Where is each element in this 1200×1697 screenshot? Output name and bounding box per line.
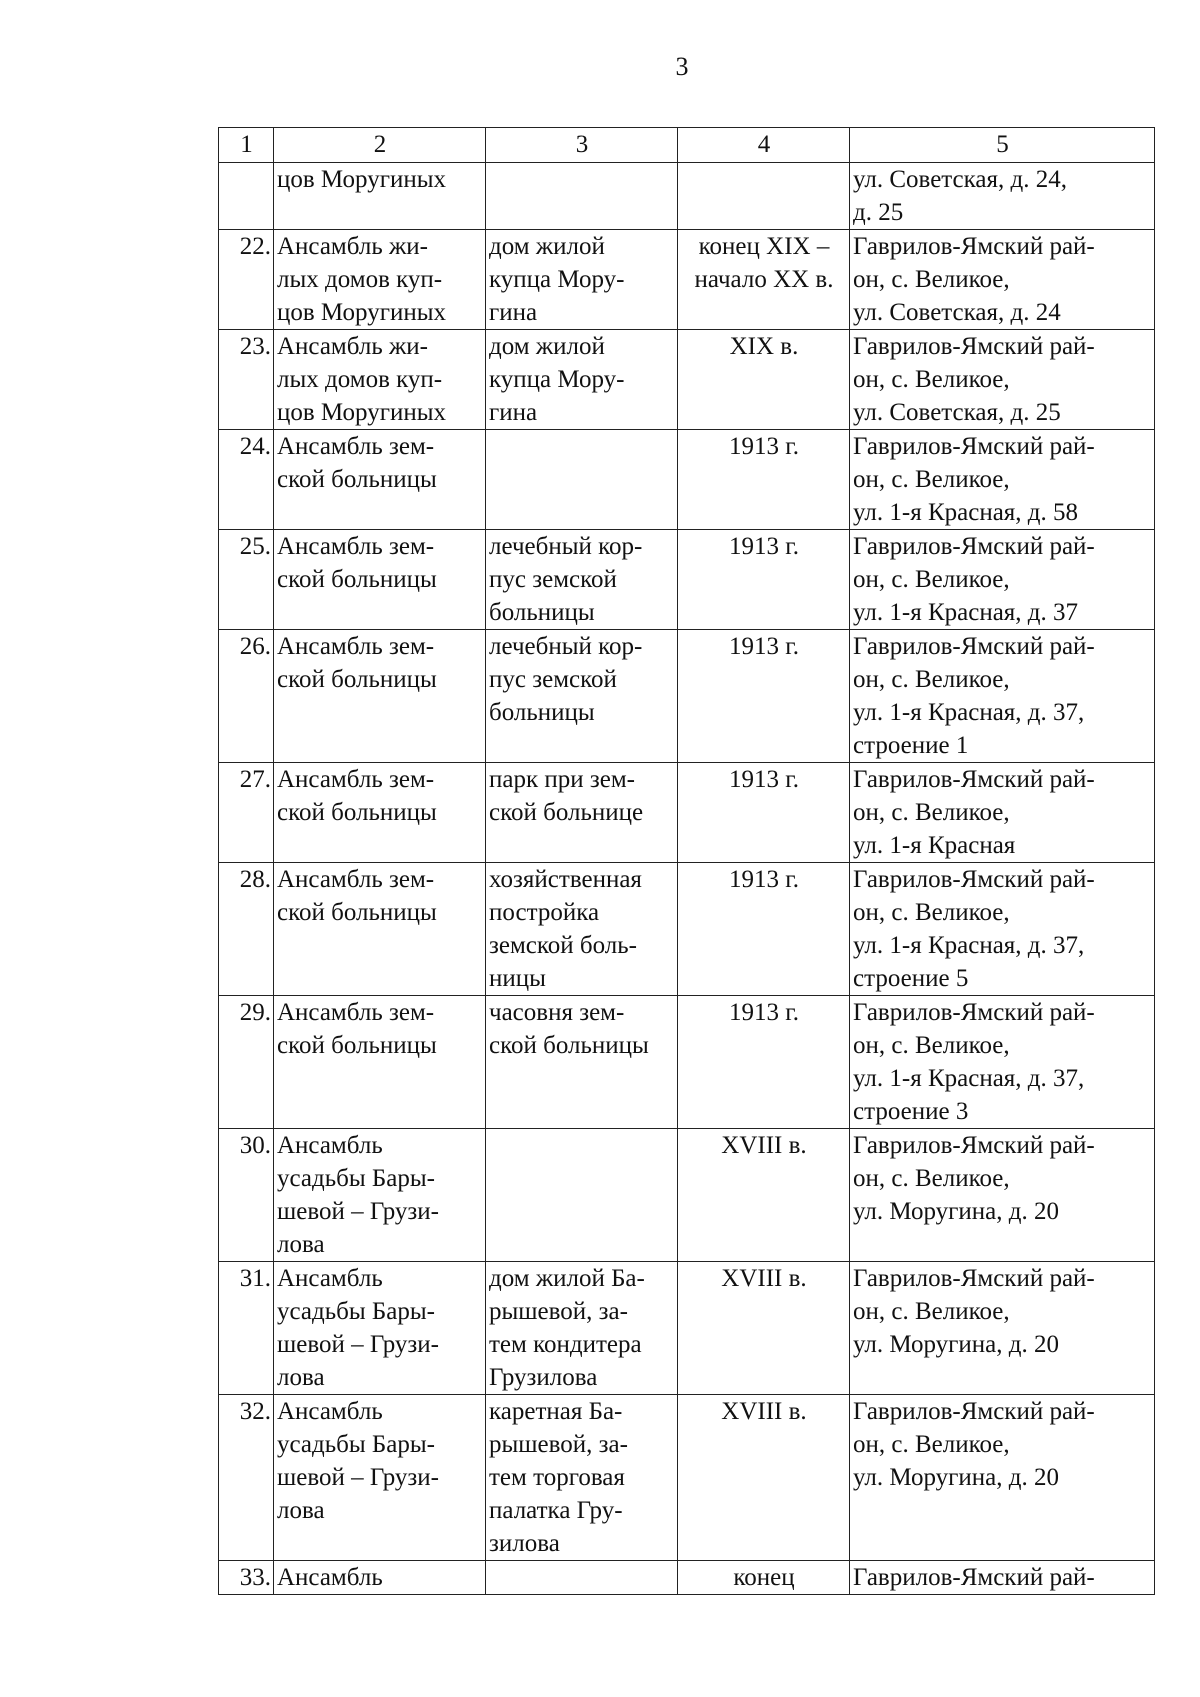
row-number-cell: 25. [219, 530, 274, 630]
object-name-cell: парк при зем- ской больнице [486, 763, 678, 863]
date-cell: XIX в. [678, 330, 850, 430]
address-cell: Гаврилов-Ямский рай- он, с. Великое, ул. Моругина, д. 20 [850, 1129, 1155, 1262]
date-cell: XVIII в. [678, 1395, 850, 1561]
row-number-cell: 23. [219, 330, 274, 430]
address-cell: Гаврилов-Ямский рай- он, с. Великое, ул. Советская, д. 25 [850, 330, 1155, 430]
row-number-cell: 27. [219, 763, 274, 863]
date-cell: 1913 г. [678, 863, 850, 996]
date-cell: конец [678, 1561, 850, 1595]
object-name-cell [486, 430, 678, 530]
date-cell: конец XIX – начало XX в. [678, 230, 850, 330]
object-name-cell: дом жилой Ба- рышевой, за- тем кондитера Грузилова [486, 1262, 678, 1395]
address-cell: Гаврилов-Ямский рай- он, с. Великое, ул. Советская, д. 24 [850, 230, 1155, 330]
row-number-cell: 30. [219, 1129, 274, 1262]
row-number-cell: 26. [219, 630, 274, 763]
ensemble-cell: Ансамбль зем- ской больницы [274, 763, 486, 863]
date-cell: 1913 г. [678, 430, 850, 530]
header-col-4: 4 [678, 128, 850, 163]
row-number-cell: 22. [219, 230, 274, 330]
address-cell: Гаврилов-Ямский рай- он, с. Великое, ул. 1-я Красная [850, 763, 1155, 863]
ensemble-cell: Ансамбль усадьбы Бары- шевой – Грузи- лова [274, 1395, 486, 1561]
table-row [219, 1262, 1155, 1395]
address-cell: Гаврилов-Ямский рай- он, с. Великое, ул. 1-я Красная, д. 58 [850, 430, 1155, 530]
heritage-objects-table [218, 127, 1155, 1595]
ensemble-cell: Ансамбль усадьбы Бары- шевой – Грузи- лова [274, 1262, 486, 1395]
row-number-cell: 33. [219, 1561, 274, 1595]
table-row [219, 230, 1155, 330]
object-name-cell: хозяйственная постройка земской боль- ницы [486, 863, 678, 996]
table-row [219, 530, 1155, 630]
ensemble-cell: Ансамбль зем- ской больницы [274, 863, 486, 996]
date-cell [678, 163, 850, 230]
row-number-cell: 24. [219, 430, 274, 530]
object-name-cell: часовня зем- ской больницы [486, 996, 678, 1129]
date-cell: 1913 г. [678, 630, 850, 763]
table-body [219, 163, 1155, 1595]
object-name-cell: лечебный кор- пус земской больницы [486, 530, 678, 630]
address-cell: ул. Советская, д. 24, д. 25 [850, 163, 1155, 230]
address-cell: Гаврилов-Ямский рай- [850, 1561, 1155, 1595]
table-row [219, 330, 1155, 430]
object-name-cell: лечебный кор- пус земской больницы [486, 630, 678, 763]
date-cell: 1913 г. [678, 763, 850, 863]
address-cell: Гаврилов-Ямский рай- он, с. Великое, ул. 1-я Красная, д. 37, строение 3 [850, 996, 1155, 1129]
ensemble-cell: Ансамбль зем- ской больницы [274, 996, 486, 1129]
header-col-1: 1 [219, 128, 274, 163]
address-cell: Гаврилов-Ямский рай- он, с. Великое, ул. 1-я Красная, д. 37, строение 5 [850, 863, 1155, 996]
ensemble-cell: цов Моругиных [274, 163, 486, 230]
ensemble-cell: Ансамбль зем- ской больницы [274, 530, 486, 630]
address-cell: Гаврилов-Ямский рай- он, с. Великое, ул. 1-я Красная, д. 37, строение 1 [850, 630, 1155, 763]
ensemble-cell: Ансамбль [274, 1561, 486, 1595]
header-col-3: 3 [486, 128, 678, 163]
object-name-cell: дом жилой купца Мору- гина [486, 330, 678, 430]
date-cell: 1913 г. [678, 996, 850, 1129]
address-cell: Гаврилов-Ямский рай- он, с. Великое, ул. Моругина, д. 20 [850, 1262, 1155, 1395]
page-number: 3 [675, 52, 689, 81]
ensemble-cell: Ансамбль зем- ской больницы [274, 430, 486, 530]
table-row [219, 430, 1155, 530]
header-col-2: 2 [274, 128, 486, 163]
header-row [219, 128, 1155, 163]
object-name-cell [486, 1129, 678, 1262]
table-row [219, 763, 1155, 863]
table-row [219, 1561, 1155, 1595]
table-row [219, 1395, 1155, 1561]
object-name-cell [486, 1561, 678, 1595]
row-number-cell: 28. [219, 863, 274, 996]
row-number-cell: 31. [219, 1262, 274, 1395]
object-name-cell [486, 163, 678, 230]
table-row [219, 163, 1155, 230]
table-row [219, 630, 1155, 763]
object-name-cell: каретная Ба- рышевой, за- тем торговая палатка Гру- зилова [486, 1395, 678, 1561]
ensemble-cell: Ансамбль жи- лых домов куп- цов Моругиных [274, 230, 486, 330]
date-cell: 1913 г. [678, 530, 850, 630]
date-cell: XVIII в. [678, 1262, 850, 1395]
table-row [219, 1129, 1155, 1262]
row-number-cell: 29. [219, 996, 274, 1129]
table-row [219, 863, 1155, 996]
row-number-cell: 32. [219, 1395, 274, 1561]
ensemble-cell: Ансамбль усадьбы Бары- шевой – Грузи- лова [274, 1129, 486, 1262]
ensemble-cell: Ансамбль зем- ской больницы [274, 630, 486, 763]
address-cell: Гаврилов-Ямский рай- он, с. Великое, ул. Моругина, д. 20 [850, 1395, 1155, 1561]
ensemble-cell: Ансамбль жи- лых домов куп- цов Моругиных [274, 330, 486, 430]
header-col-5: 5 [850, 128, 1155, 163]
date-cell: XVIII в. [678, 1129, 850, 1262]
address-cell: Гаврилов-Ямский рай- он, с. Великое, ул. 1-я Красная, д. 37 [850, 530, 1155, 630]
object-name-cell: дом жилой купца Мору- гина [486, 230, 678, 330]
row-number-cell [219, 163, 274, 230]
table-row [219, 996, 1155, 1129]
